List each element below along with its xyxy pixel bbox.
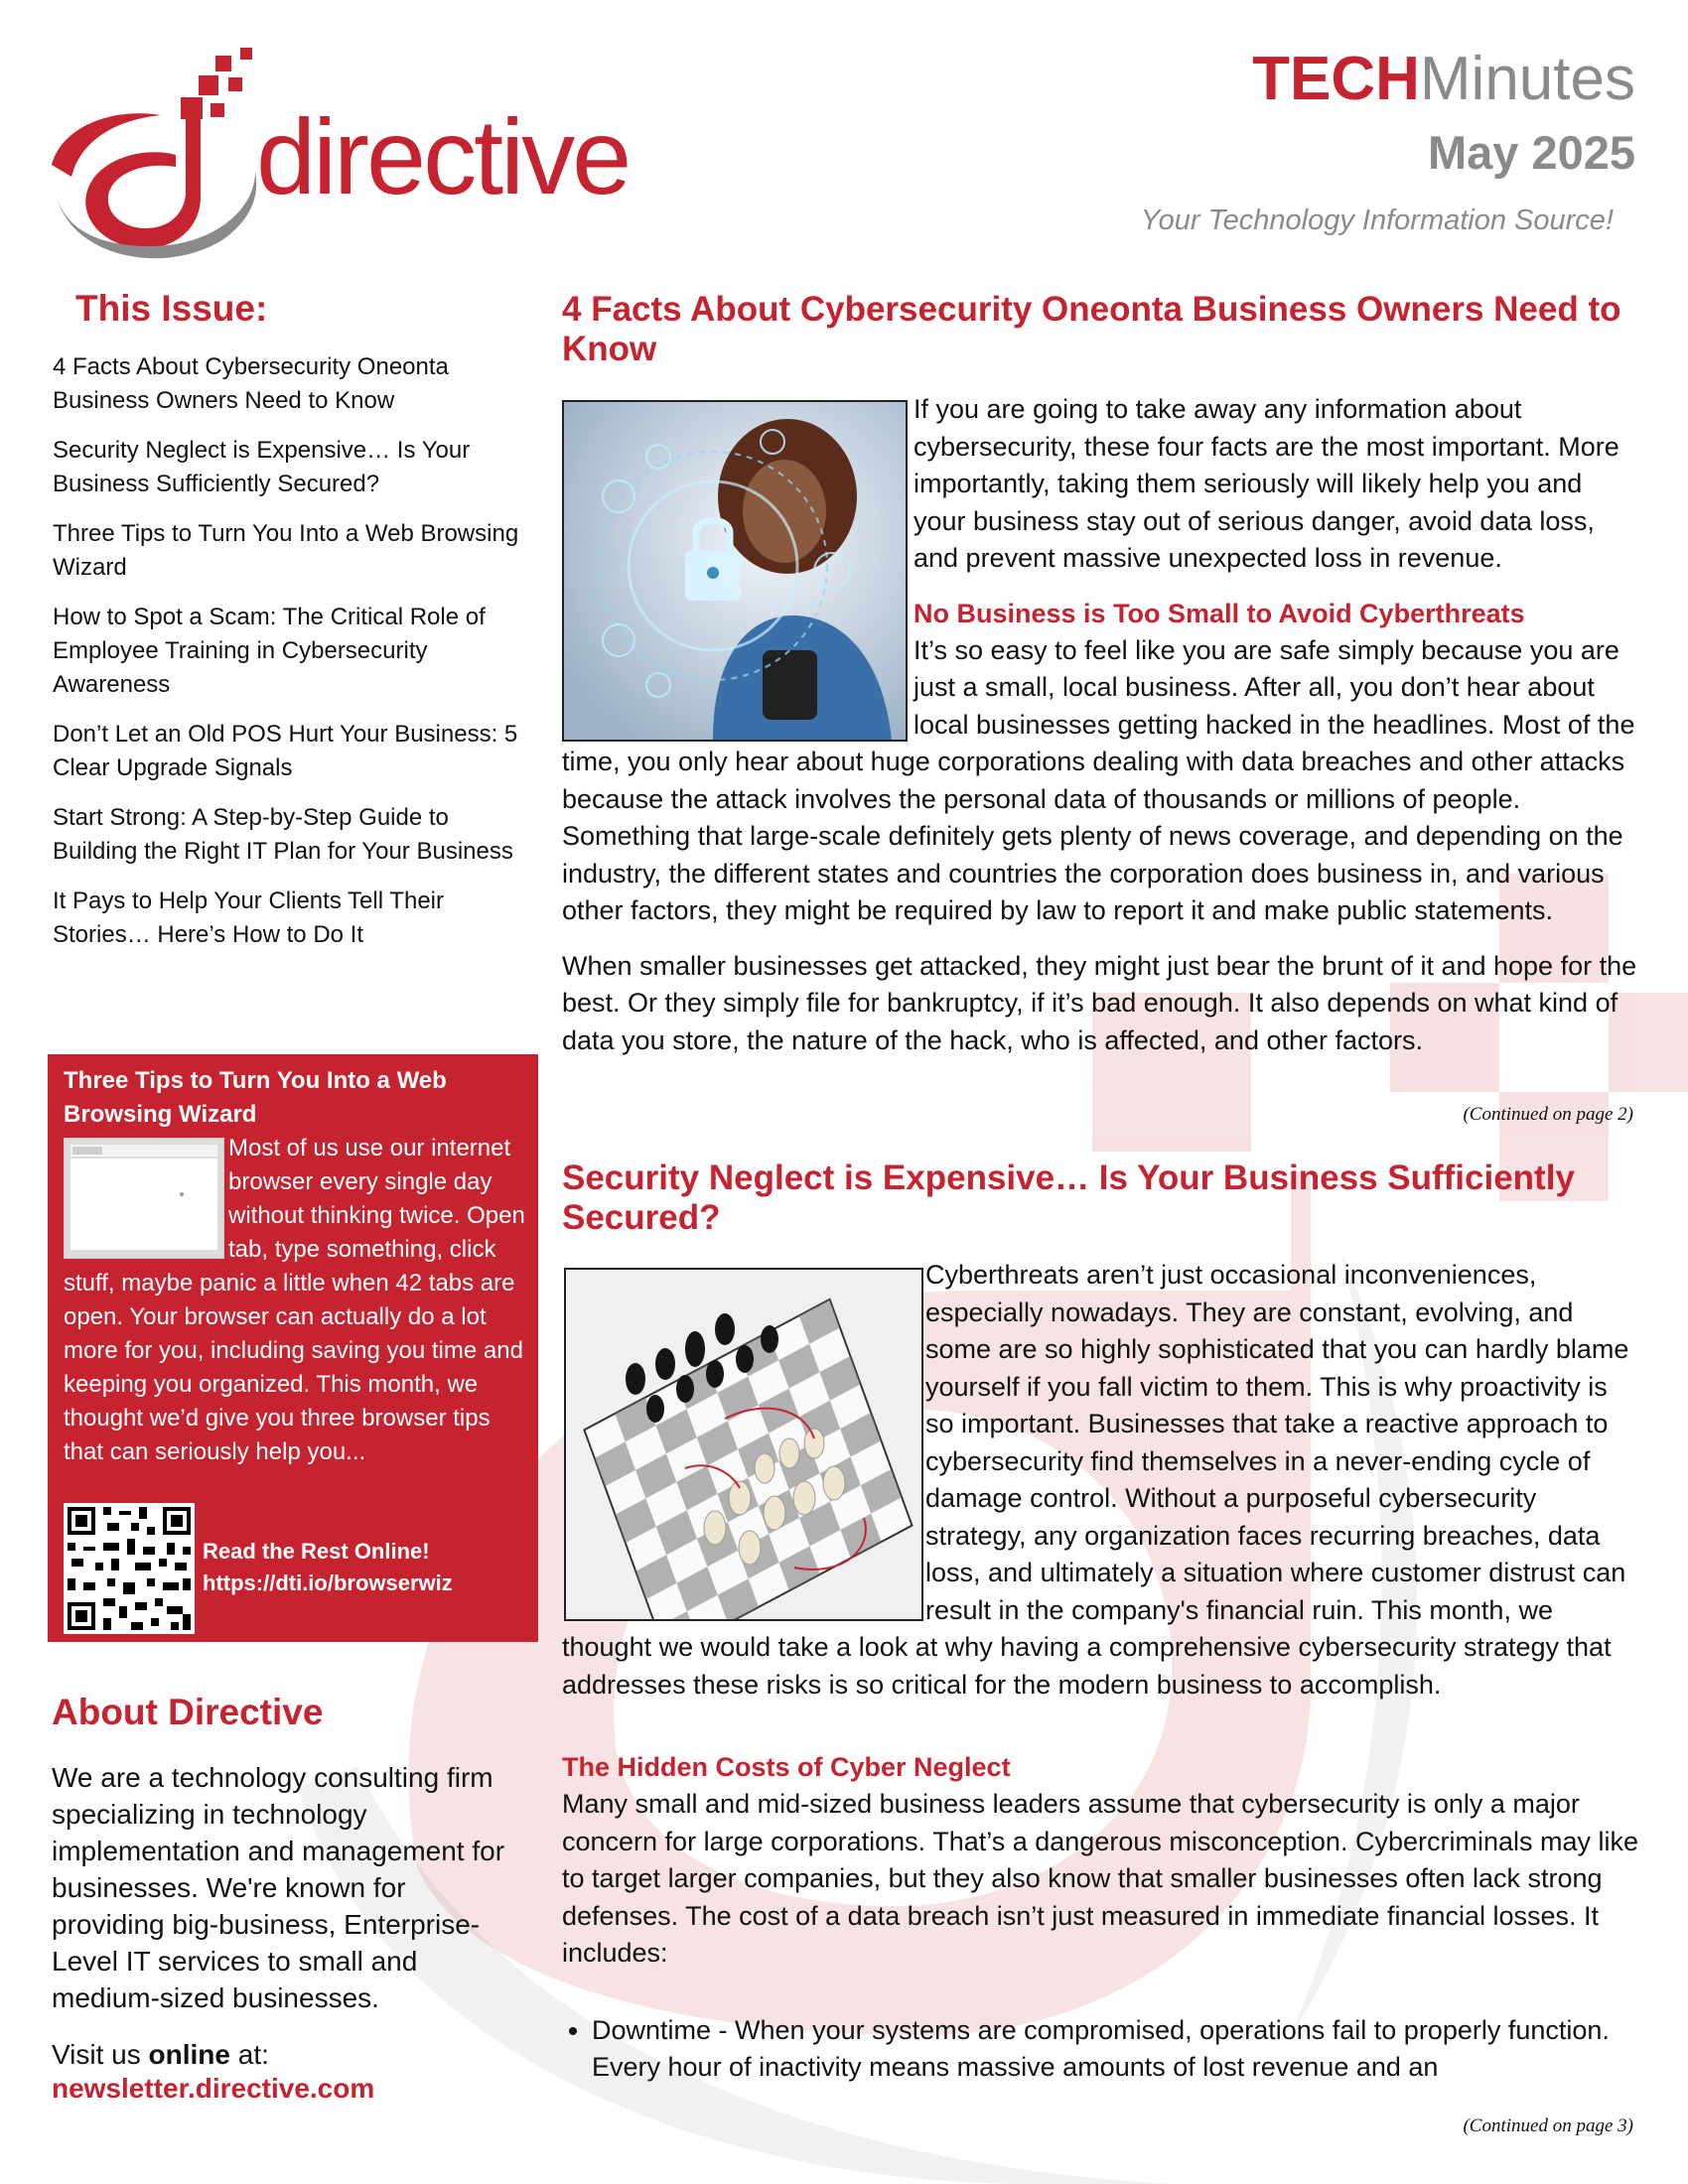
read-online-link[interactable]: https://dti.io/browserwiz xyxy=(203,1570,453,1595)
article1-para2: When smaller businesses get attacked, they might just bear the brunt of it and hope for the best. Or they simply file for bankruptcy, if it’s bad enough. It also depends on what kind of data you store, the nature of the hack, who is affected, and other factors. xyxy=(562,950,1637,1055)
article2-intro: Cyberthreats aren’t just occasional inconveniences, especially nowadays. They are constant, evolving, and some are so highly sophisticated that you can hardly blame yourself if you fall victim to them. This is why proactivity is so important. Businesses that take a reactive approach to cybersecurity find themselves in a never-ending cycle of damage control. Without a purposeful cybersecurity strategy, any organization faces recurring breaches, data loss, and ultimately a situation where customer distrust can result in the company's financial ruin. This month, we thought we would take a look at why having a comprehensive cybersecurity strategy that addresses these risks is so critical for the modern business to accomplish. xyxy=(562,1260,1629,1700)
issue-item[interactable]: Security Neglect is Expensive… Is Your Business Sufficiently Secured? xyxy=(53,437,471,497)
about-heading: About Directive xyxy=(52,1692,324,1732)
callout-body: Most of us use our internet browser every single day without thinking twice. Open tab, type something, click stuff, maybe panic a little when 42 tabs are open. Your browser can actually do a lot more for you, including saving you time and keeping you organized. This month, we thought we’d give you three browser tips that can seriously help you... xyxy=(64,1135,525,1465)
article2-para1: Many small and mid-sized business leaders assume that cybersecurity is only a major concern for large corporations. That’s a dangerous misconception. Cybercriminals may like to target larger companies, but they also know that smaller businesses often lack strong defenses. The cost of a data breach isn’t just measured in immediate financial losses. It includes: xyxy=(562,1789,1639,1968)
article2-subhead: The Hidden Costs of Cyber Neglect xyxy=(562,1752,1011,1782)
website-link[interactable]: newsletter.directive.com xyxy=(52,2073,375,2104)
bullet-item: • Downtime - When your systems are compromised, operations fail to properly function. Every hour of inactivity means massive amounts of lost revenue and an xyxy=(592,2012,1639,2087)
article2-continued: (Continued on page 3) xyxy=(1463,2116,1633,2136)
article2-bullets xyxy=(562,2012,1639,2087)
directive-logo xyxy=(52,48,647,266)
issue-item[interactable]: 4 Facts About Cybersecurity Oneonta Business Owners Need to Know xyxy=(53,353,449,414)
this-issue-list xyxy=(53,350,529,968)
article1-intro: If you are going to take away any information about cybersecurity, these four facts are the most important. More importantly, taking them seriously will likely help you and your business stay out of serious danger, avoid data loss, and prevent massive unexpected loss in revenue. xyxy=(914,394,1619,573)
browser-tips-callout xyxy=(48,1054,538,1642)
article1-body xyxy=(562,391,1639,1077)
visit-line: Visit us online at: xyxy=(52,2039,269,2070)
tagline: Your Technology Information Source! xyxy=(1140,205,1614,236)
issue-item[interactable]: Three Tips to Turn You Into a Web Browsing Wizard xyxy=(53,520,519,581)
logo-wordmark: directive xyxy=(256,96,630,216)
issue-item[interactable]: Start Strong: A Step-by-Step Guide to Building the Right IT Plan for Your Business xyxy=(53,804,513,865)
masthead xyxy=(1040,40,1635,237)
issue-date: May 2025 xyxy=(1427,126,1635,179)
article1-para1: It’s so easy to feel like you are safe simply because you are just a small, local business. After all, you don’t hear about local businesses getting hacked in the headlines. Most of the time, you only hear about huge corporations dealing with data breaches and other attacks because the attack involves the personal data of thousands or millions of people. Something that large-scale definitely gets plenty of news coverage, and depending on the industry, the different states and countries the corporation does business in, and various other factors, they might be required by law to report it and make public statements. xyxy=(562,634,1635,925)
issue-item[interactable]: Don’t Let an Old POS Hurt Your Business: 5 Clear Upgrade Signals xyxy=(53,721,518,781)
about-body: We are a technology consulting firm specializing in technology implementation and management for businesses. We're known for providing big-business, Enterprise-Level IT services to small and medium-sized businesses. xyxy=(52,1762,505,2013)
issue-item[interactable]: It Pays to Help Your Clients Tell Their Stories… Here’s How to Do It xyxy=(53,887,444,948)
qr-code[interactable] xyxy=(64,1503,195,1634)
this-issue-heading: This Issue: xyxy=(75,288,268,329)
article1-continued: (Continued on page 2) xyxy=(1463,1104,1633,1125)
article1-title: 4 Facts About Cybersecurity Oneonta Business Owners Need to Know xyxy=(562,290,1621,368)
read-online-label: Read the Rest Online! xyxy=(203,1539,430,1564)
article2-title: Security Neglect is Expensive… Is Your Business Sufficiently Secured? xyxy=(562,1159,1575,1237)
article1-subhead: No Business is Too Small to Avoid Cyberthreats xyxy=(914,598,1525,628)
article2-body xyxy=(562,1257,1639,2087)
callout-title: Three Tips to Turn You Into a Web Browsing Wizard xyxy=(64,1067,447,1128)
newsletter-title: TECHMinutes xyxy=(1252,45,1635,113)
issue-item[interactable]: How to Spot a Scam: The Critical Role of Employee Training in Cybersecurity Awareness xyxy=(53,604,486,698)
